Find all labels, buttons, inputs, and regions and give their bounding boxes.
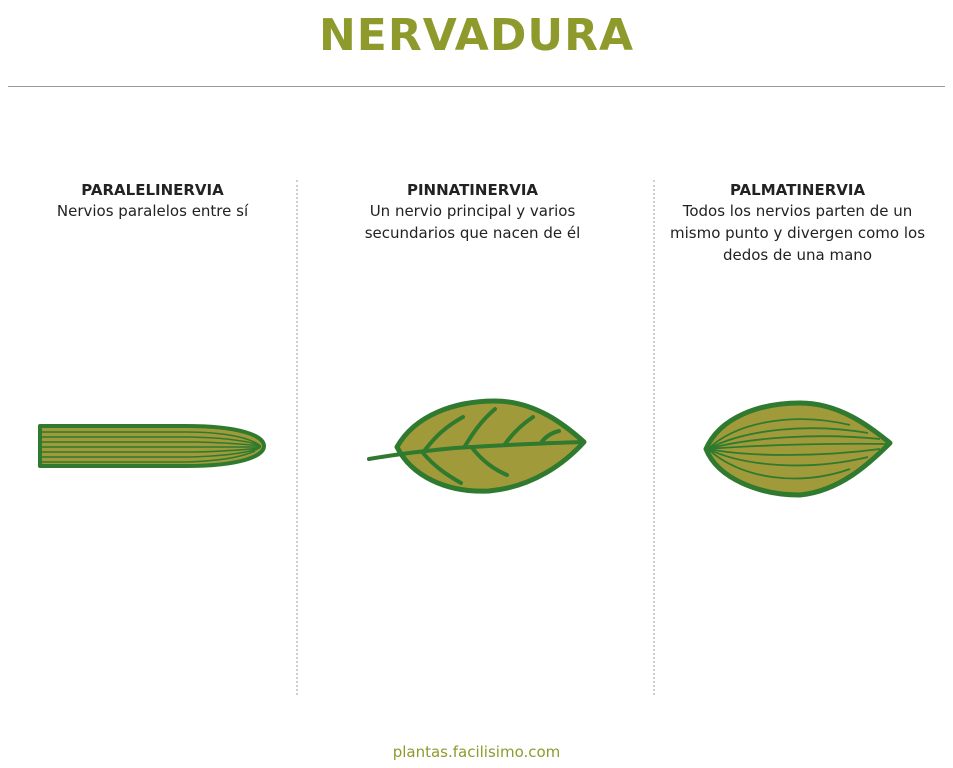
column-title: PINNATINERVIA [406,181,539,199]
column-title: PALMATINERVIA [729,181,866,199]
column-title: PARALELINERVIA [81,181,224,199]
column-description: Un nervio principal y varios secundarios que nacen de él [364,202,581,242]
footer-source: plantas.facilisimo.com [392,743,561,761]
column-palmatinervia [665,180,930,266]
palmate-veined-leaf-icon [700,397,898,501]
column-paralelinervia [30,180,275,222]
title-divider [8,86,945,87]
column-pinnatinervia [335,180,610,244]
column-divider [653,180,655,695]
column-divider [296,180,298,695]
column-description: Todos los nervios parten de un mismo punto y divergen como los dedos de una mano [669,202,926,264]
parallel-veined-leaf-icon [36,418,272,474]
column-description: Nervios paralelos entre sí [56,202,249,220]
pinnate-veined-leaf-icon [365,395,595,499]
page-title: NERVADURA [318,10,635,61]
